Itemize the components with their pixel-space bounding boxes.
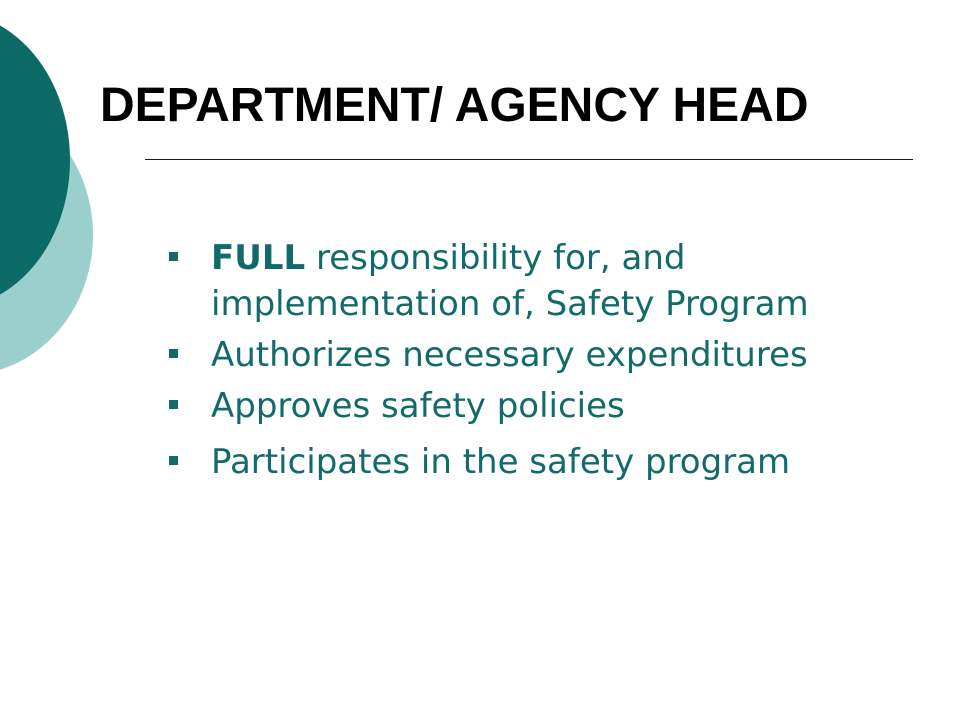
square-bullet-icon — [169, 400, 178, 409]
square-bullet-icon — [169, 252, 178, 261]
bullet-text: responsibility for, and — [305, 238, 686, 278]
bullet-text: Approves safety policies — [211, 386, 625, 426]
bullet-text: Participates in the safety program — [211, 442, 791, 482]
decorative-circles — [0, 0, 120, 400]
bullet-list — [160, 235, 920, 490]
bullet-text: Authorizes necessary expenditures — [211, 335, 808, 375]
bullet-emphasis: FULL — [211, 238, 306, 278]
bullet-line-2: implementation of, Safety Program — [211, 284, 809, 324]
bullet-item-participates — [160, 439, 920, 485]
bullet-item-full-responsibility — [160, 235, 920, 327]
bullet-line-1 — [211, 235, 920, 281]
square-bullet-icon — [169, 456, 178, 465]
bullet-item-policies — [160, 383, 920, 429]
title-divider — [145, 159, 913, 160]
square-bullet-icon — [169, 349, 178, 358]
bullet-item-expenditures — [160, 332, 920, 378]
slide-title: DEPARTMENT/ AGENCY HEAD — [100, 79, 809, 132]
